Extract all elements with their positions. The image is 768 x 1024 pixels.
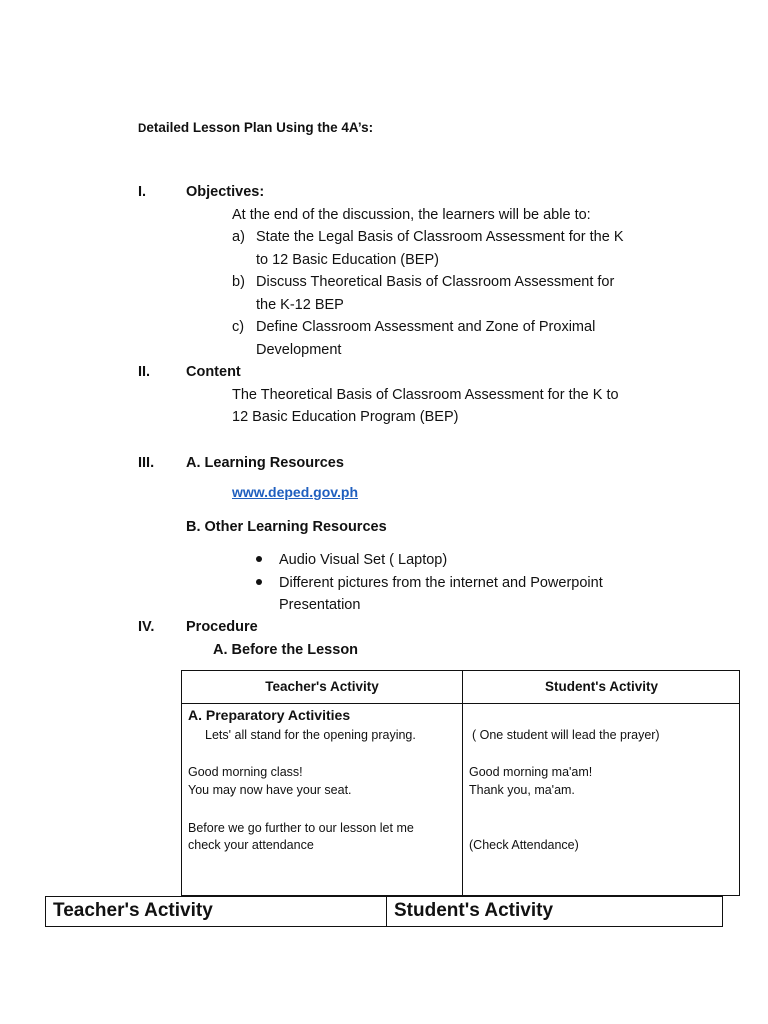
section-number-objectives: I.	[138, 184, 147, 200]
deped-link[interactable]: www.deped.gov.ph	[232, 484, 358, 500]
objective-marker: b)	[232, 274, 245, 290]
table-cell: ( One student will lead the prayer)	[472, 728, 660, 742]
section-heading-objectives: Objectives:	[186, 184, 265, 200]
objective-text: Discuss Theoretical Basis of Classroom Assessment for	[256, 274, 615, 290]
table-cell: Good morning class!	[188, 765, 303, 779]
objective-text: to 12 Basic Education (BEP)	[256, 252, 439, 268]
activity-table-large	[45, 896, 723, 927]
activity-table	[181, 670, 740, 896]
objective-text: the K-12 BEP	[256, 297, 344, 313]
section-heading-resources: A. Learning Resources	[186, 455, 344, 471]
table-cell: Thank you, ma'am.	[469, 783, 575, 797]
bullet-icon	[256, 579, 262, 585]
document-title: Detailed Lesson Plan Using the 4A’s:	[138, 120, 374, 135]
objective-text: Development	[256, 342, 342, 358]
objective-text: Define Classroom Assessment and Zone of Proximal	[256, 319, 596, 335]
table-cell: Good morning ma'am!	[469, 765, 593, 779]
section-number-content: II.	[138, 364, 151, 380]
table-divider	[462, 671, 463, 895]
resource-item: Audio Visual Set ( Laptop)	[279, 552, 448, 568]
content-text: 12 Basic Education Program (BEP)	[232, 409, 459, 425]
section-number-procedure: IV.	[138, 619, 155, 635]
objectives-intro: At the end of the discussion, the learners will be able to:	[232, 207, 591, 223]
section-heading-content: Content	[186, 364, 241, 380]
table-section-title: A. Preparatory Activities	[188, 707, 351, 723]
table-cell: You may now have your seat.	[188, 783, 352, 797]
objective-marker: c)	[232, 319, 245, 335]
table-header-teacher: Teacher's Activity	[265, 679, 379, 694]
table-header-student: Student's Activity	[394, 900, 554, 921]
table-cell: (Check Attendance)	[469, 838, 579, 852]
bullet-icon	[256, 556, 262, 562]
table-divider	[182, 703, 739, 704]
table-divider	[386, 897, 387, 926]
objective-text: State the Legal Basis of Classroom Assessment for the K	[256, 229, 624, 245]
table-header-teacher: Teacher's Activity	[53, 900, 213, 921]
objective-marker: a)	[232, 229, 245, 245]
other-resources-heading: B. Other Learning Resources	[186, 519, 387, 535]
resource-item: Different pictures from the internet and Powerpoint	[279, 575, 603, 591]
table-cell: Before we go further to our lesson let me	[188, 821, 414, 835]
procedure-subheading: A. Before the Lesson	[213, 642, 359, 658]
content-text: The Theoretical Basis of Classroom Assessment for the K to	[232, 387, 619, 403]
resource-item: Presentation	[279, 597, 361, 613]
table-cell: check your attendance	[188, 838, 314, 852]
table-header-student: Student's Activity	[545, 679, 658, 694]
section-heading-procedure: Procedure	[186, 619, 258, 635]
section-number-resources: III.	[138, 455, 155, 471]
table-cell: Lets' all stand for the opening praying.	[205, 728, 416, 742]
